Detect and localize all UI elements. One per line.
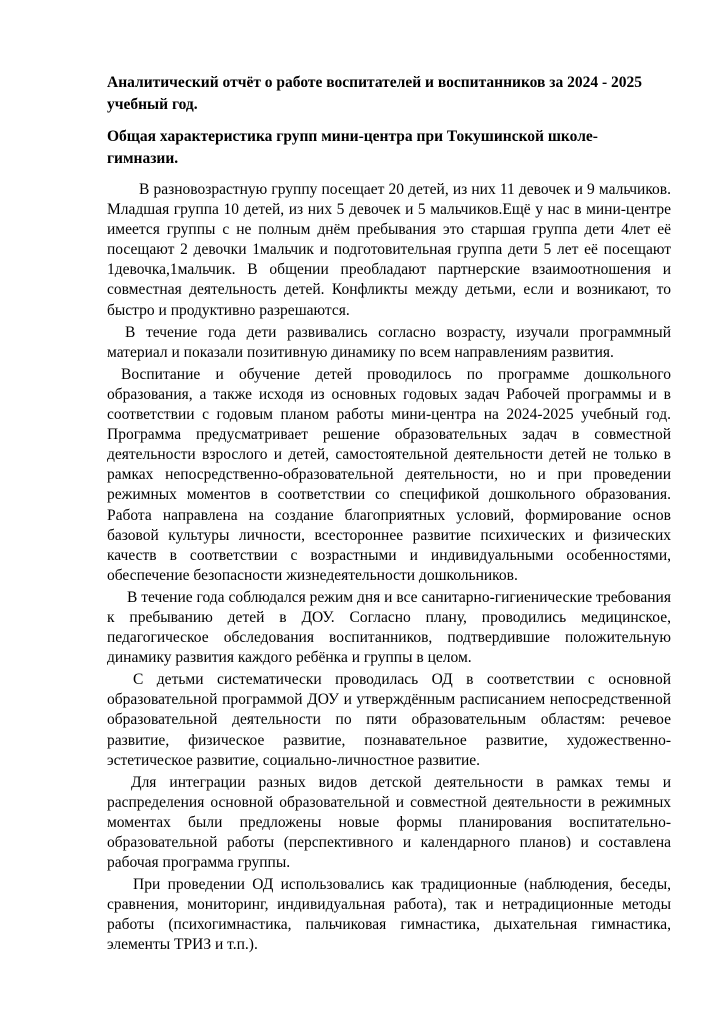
paragraph-education-program: Воспитание и обучение детей проводилось по программе дошкольного образования, а также исходя из основных годовых задач Рабочей программы и в соответствии с годовым планом работы мини-центра на 2024-2025 учебный год. Программа предусматривает решение образовательных задач в совместной деятельности взрослого и детей, самостоятельной деятельности детей не только в рамках непосредственно-образовательной деятельности, но и при проведении режимных моментов в соответствии со спецификой дошкольного образования. Работа направлена на создание благоприятных условий, формирование основ базовой культуры личности, всестороннее развитие психических и физических качеств в соответствии с возрастными и индивидуальными особенностями, обеспечение безопасности жизнедеятельности дошкольников. (107, 365, 671, 584)
paragraph-integration: Для интеграции разных видов детской деятельности в рамках темы и распределения основной образовательной и совместной деятельности в режимных моментах были предложены новые формы планирования воспитательно-образовательной работы (перспективного и календарного планов) и составлена рабочая программа группы. (107, 773, 671, 872)
paragraph-daily-regime: В течение года соблюдался режим дня и все санитарно-гигиенические требования к пребыванию детей в ДОУ. Согласно плану, проводились медицинское, педагогическое обследования воспитанников, подтвердившие положительную динамику развития каждого ребёнка и группы в целом. (107, 588, 671, 667)
section-heading: Общая характеристика групп мини-центра при Токушинской школе-гимназии. (107, 128, 598, 167)
report-title: Аналитический отчёт о работе воспитателей и воспитанников за 2024 - 2025 учебный год. (107, 74, 643, 113)
paragraph-development: В течение года дети развивались согласно возрасту, изучали программный материал и показали позитивную динамику по всем направлениям развития. (107, 323, 671, 361)
body-text (107, 180, 671, 958)
paragraph-od-schedule: С детьми систематически проводилась ОД в соответствии с основной образовательной программой ДОУ и утверждённым расписанием непосредственной образовательной деятельности по пяти образовательным областям: речевое развитие, физическое развитие, познавательное развитие, художественно-эстетическое развитие, социально-личностное развитие. (107, 671, 671, 769)
paragraph-methods: При проведении ОД использовались как традиционные (наблюдения, беседы, сравнения, мониторинг, индивидуальная работа), так и нетрадиционные методы работы (психогимнастика, пальчиковая гимнастика, дыхательная гимнастика, элементы ТРИЗ и т.п.). (107, 876, 671, 954)
paragraph-group-composition: В разновозрастную группу посещает 20 детей, из них 11 девочек и 9 мальчиков. Младшая группа 10 детей, из них 5 девочек и 5 мальчиков.Ещё у нас в мини-центре имеется группы с не полным днём пребывания это старшая группа дети 4лет её посещают 2 девочки 1мальчик и подготовительная группа дети 5 лет её посещают 1девочка,1мальчик. В общении преобладают партнерские взаимоотношения и совместная деятельность детей. Конфликты между детьми, если и возникают, то быстро и продуктивно разрешаются. (107, 181, 671, 319)
